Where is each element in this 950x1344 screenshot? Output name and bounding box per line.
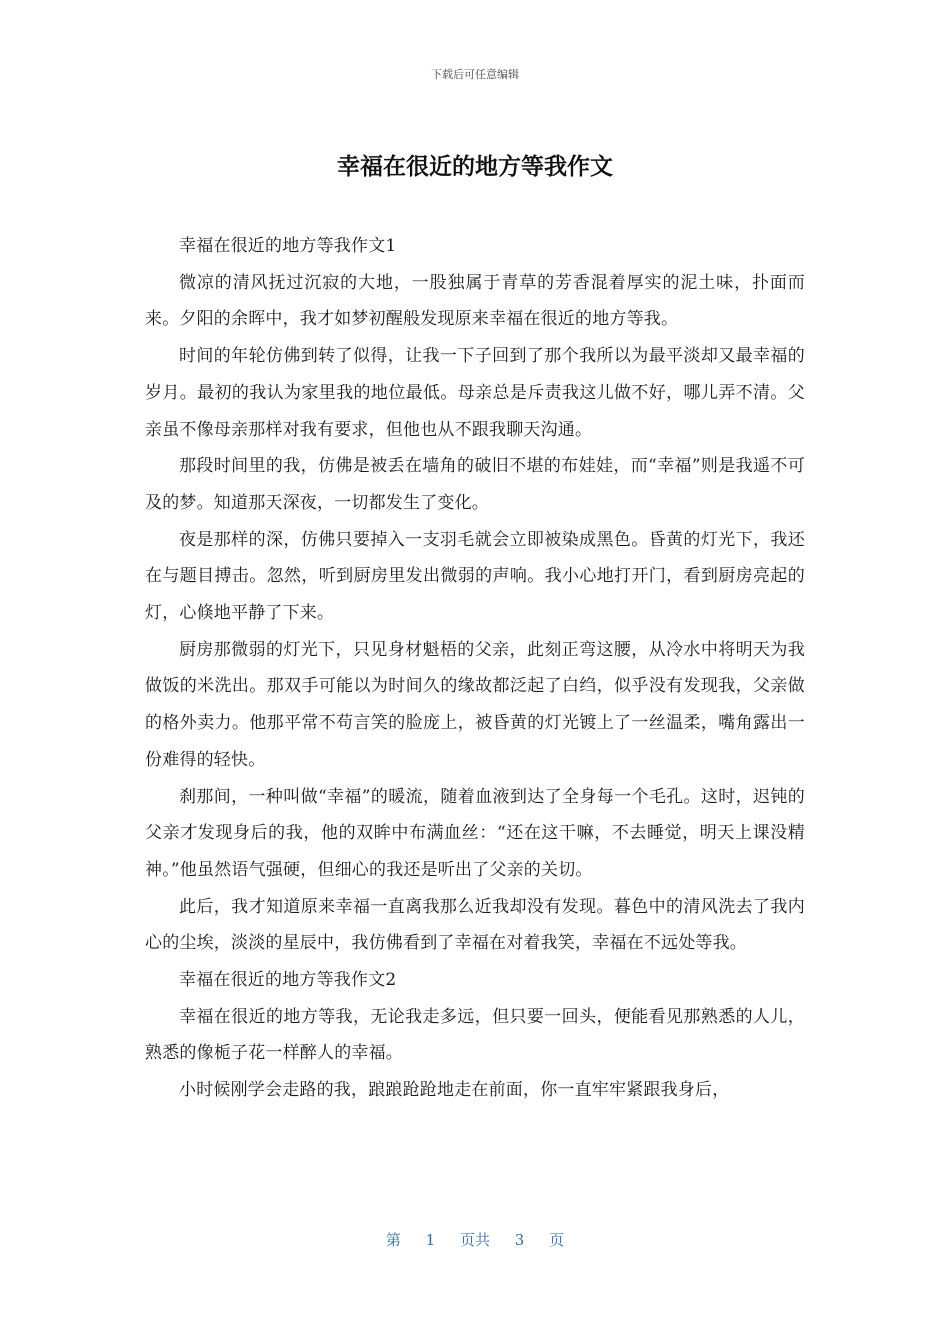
paragraph: 夜是那样的深，仿佛只要掉入一支羽毛就会立即被染成黑色。昏黄的灯光下，我还在与题目搏击。忽然，听到厨房里发出微弱的声响。我小心地打开门，看到厨房亮起的灯，心倏地平静了下来。 (145, 529, 805, 624)
paragraph: 厨房那微弱的灯光下，只见身材魁梧的父亲，此刻正弯这腰，从冷水中将明天为我做饭的米洗出。那双手可能以为时间久的缘故都泛起了白绉，似乎没有发现我，父亲做的格外卖力。他那平常不苟言笑的脸庞上，被昏黄的灯光镀上了一丝温柔，嘴角露出一份难得的轻快。 (145, 639, 805, 770)
header-note: 下载后可任意编辑 (431, 68, 519, 81)
page-suffix: 页 (549, 1231, 565, 1249)
paragraph: 小时候刚学会走路的我，踉踉跄跄地走在前面，你一直牢牢紧跟我身后， (179, 1080, 730, 1101)
document-title: 幸福在很近的地方等我作文 (337, 154, 613, 180)
page-footer (0, 1229, 950, 1250)
page-middle: 页共 (459, 1231, 490, 1249)
paragraph: 微凉的清风抚过沉寂的大地，一股独属于青草的芳香混着厚实的泥土味，扑面而来。夕阳的余晖中，我才如梦初醒般发现原来幸福在很近的地方等我。 (145, 272, 805, 330)
paragraph: 此后，我才知道原来幸福一直离我那么近我却没有发现。暮色中的清风洗去了我内心的尘埃，淡淡的星辰中，我仿佛看到了幸福在对着我笑，幸福在不远处等我。 (145, 896, 805, 954)
page-number: 1 (425, 1231, 436, 1249)
page-prefix: 第 (385, 1231, 401, 1249)
section-heading-2: 幸福在很近的地方等我作文2 (179, 970, 397, 991)
section-heading-1: 幸福在很近的地方等我作文1 (179, 236, 397, 256)
document-body (145, 228, 805, 1109)
paragraph: 时间的年轮仿佛到转了似得，让我一下子回到了那个我所以为最平淡却又最幸福的岁月。最初的我认为家里我的地位最低。母亲总是斥责我这儿做不好，哪儿弄不清。父亲虽不像母亲那样对我有要求，但他也从不跟我聊天沟通。 (145, 346, 805, 440)
paragraph: 那段时间里的我，仿佛是被丢在墙角的破旧不堪的布娃娃，而“幸福”则是我遥不可及的梦。知道那天深夜，一切都发生了变化。 (145, 456, 805, 513)
paragraph: 幸福在很近的地方等我，无论我走多远，但只要一回头，便能看见那熟悉的人儿，熟悉的像栀子花一样醉人的幸福。 (145, 1006, 805, 1064)
paragraph: 刹那间，一种叫做“幸福”的暖流，随着血液到达了全身每一个毛孔。这时，迟钝的父亲才发现身后的我，他的双眸中布满血丝：“还在这干嘛，不去睡觉，明天上课没精神。”他虽然语气强硬，但细心的我还是听出了父亲的关切。 (145, 786, 805, 880)
page-total: 3 (514, 1231, 525, 1249)
